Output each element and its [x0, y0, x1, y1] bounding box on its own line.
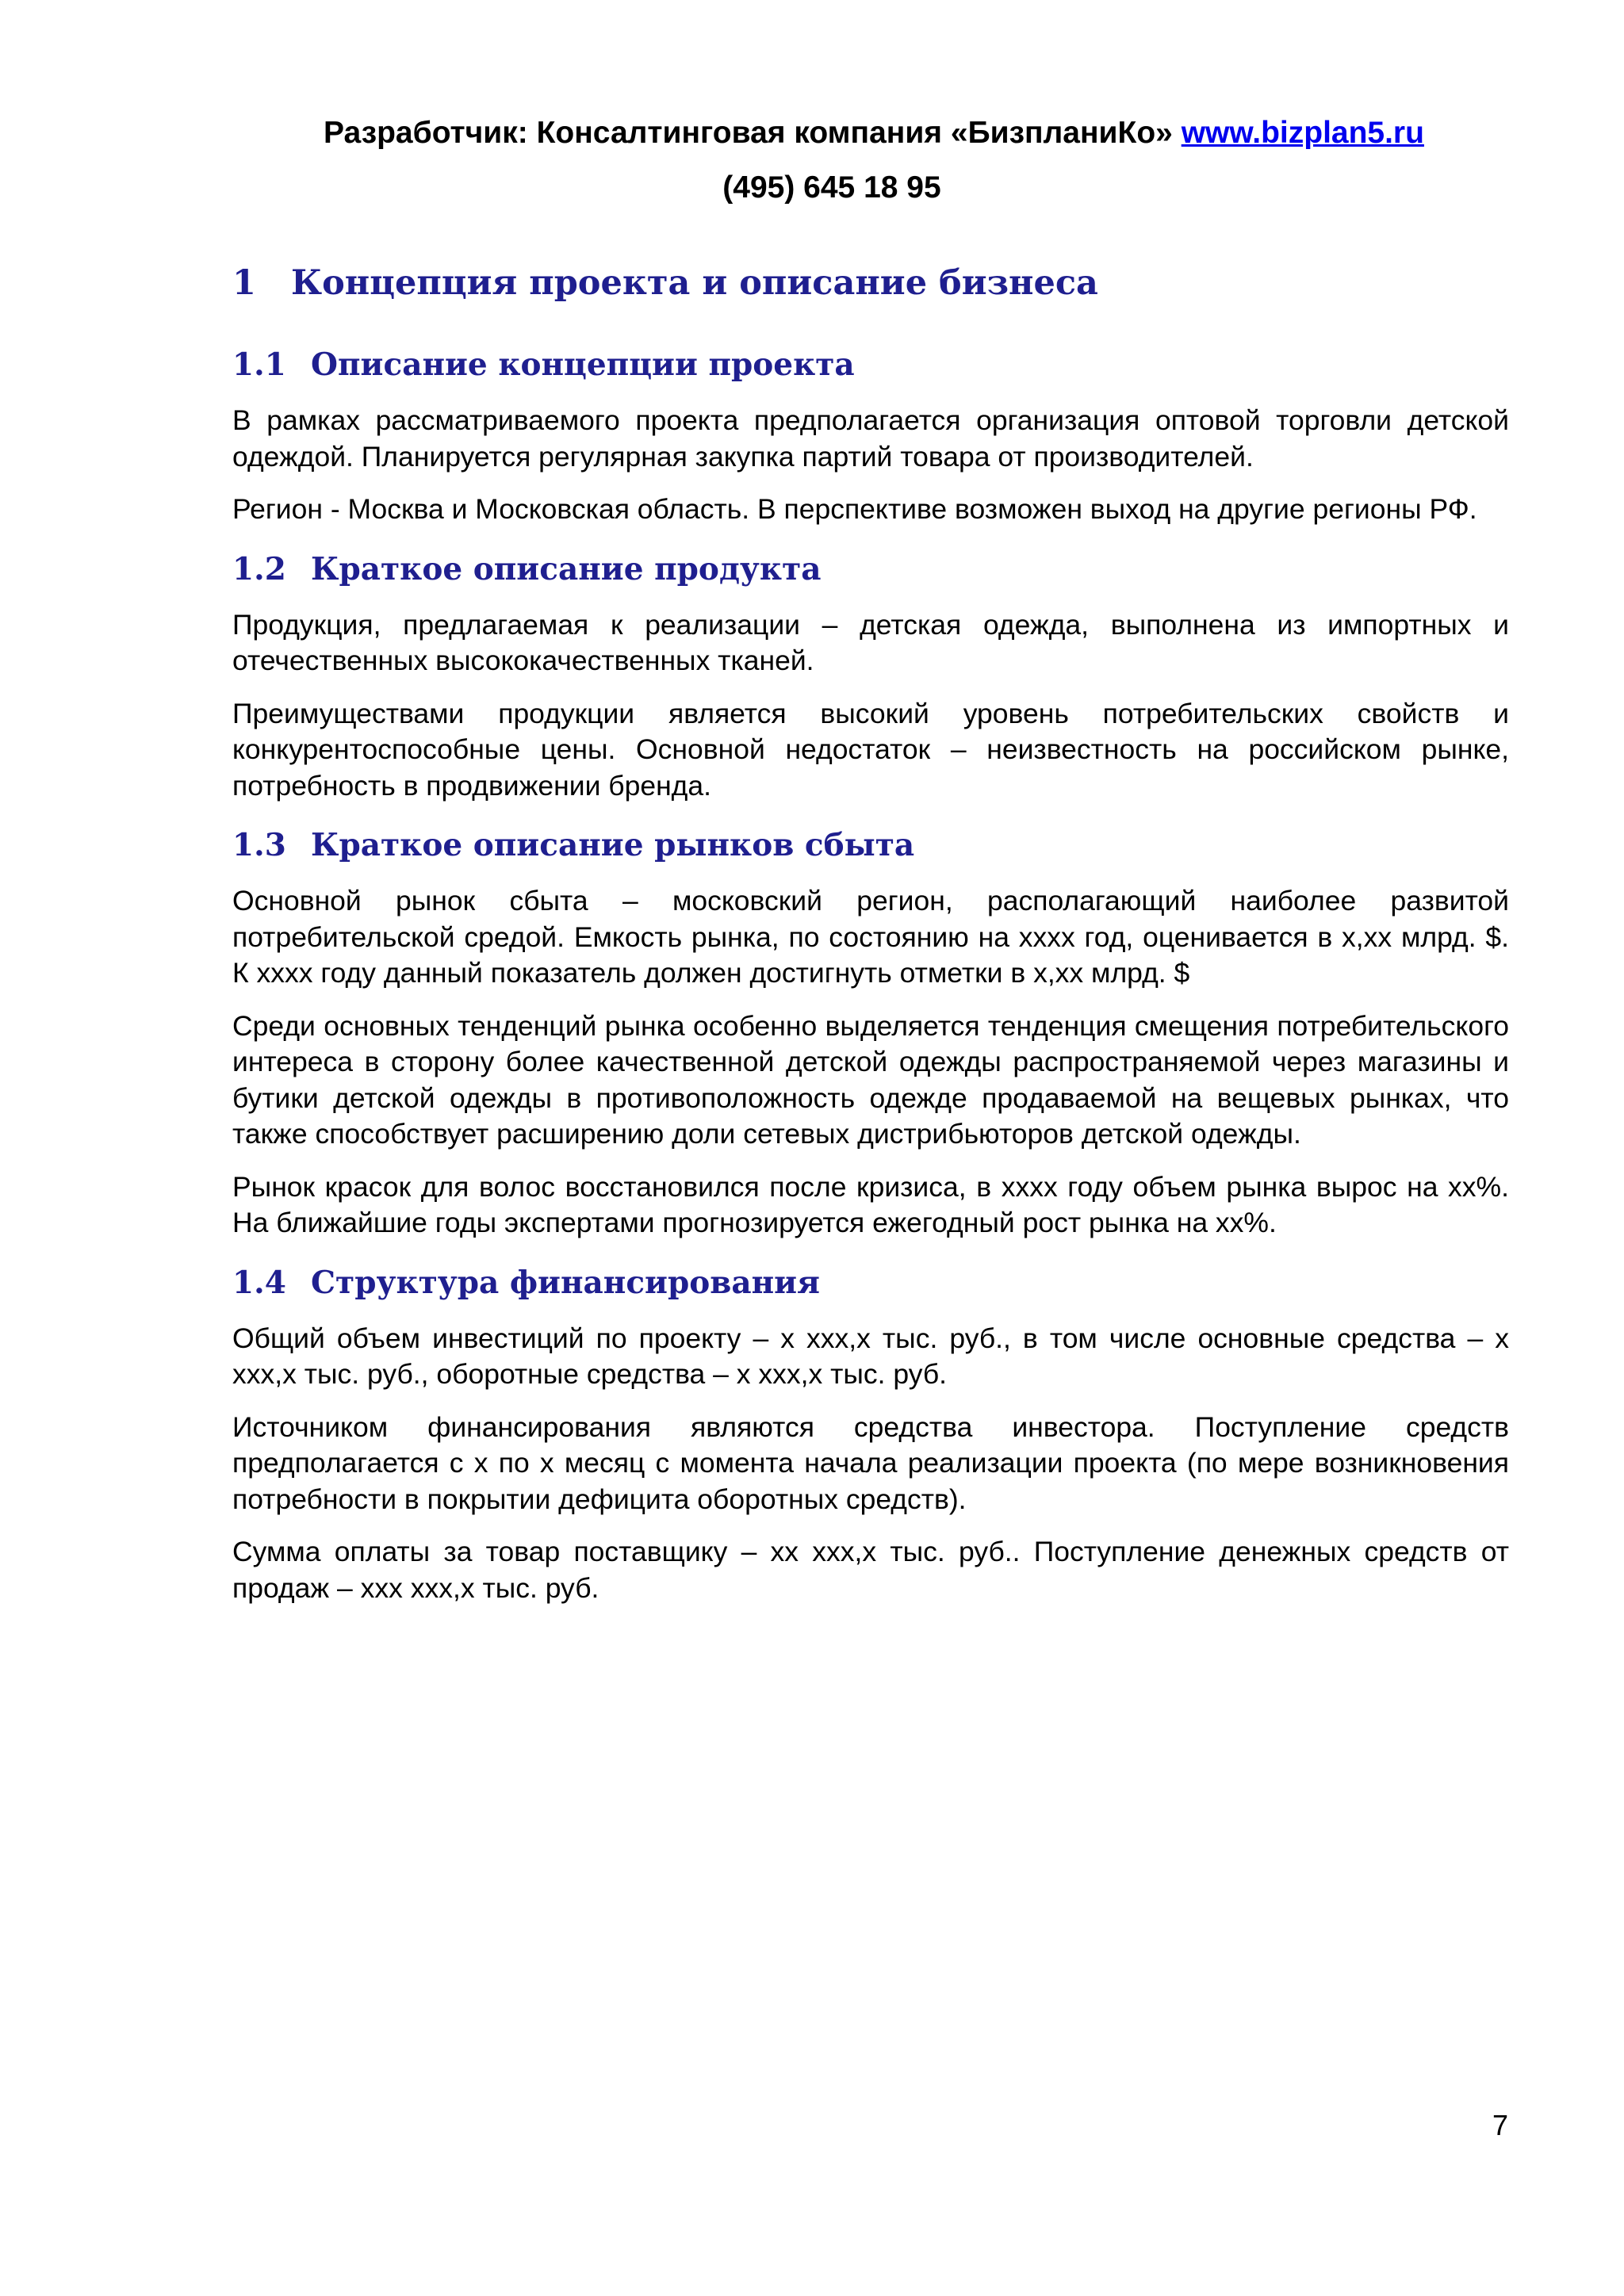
paragraph: Продукция, предлагаемая к реализации – детская одежда, выполнена из импортных и отечественных высококачественных тканей.: [232, 608, 1509, 676]
section-number: 1: [232, 263, 256, 303]
subsection-number: 1.1: [232, 346, 286, 383]
paragraph: Регион - Москва и Московская область. В перспективе возможен выход на другие регионы РФ.: [232, 493, 1477, 525]
subsection-number: 1.3: [232, 827, 286, 863]
paragraph: Основной рынок сбыта – московский регион, располагающий наиболее развитой потребительской средой. Емкость рынка, по состоянию на хххх год, оценивается в х,хх млрд. $. К хххх году данный показатель должен достигнуть отметки в х,хх млрд. $: [232, 885, 1509, 989]
subsection-heading-1-1: [232, 341, 1509, 388]
paragraph: Рынок красок для волос восстановился после кризиса, в хххх году объем рынка вырос на хх%. На ближайшие годы экспертами прогнозируется ежегодный рост рынка на хх%.: [232, 1170, 1509, 1238]
subsection-title: Краткое описание продукта: [311, 550, 822, 587]
paragraph: Общий объем инвестиций по проекту – х ххх,х тыс. руб., в том числе основные средства – х ххх,х тыс. руб., оборотные средства – х ххх,х тыс. руб.: [232, 1322, 1509, 1390]
document-body: [232, 255, 1509, 1623]
page-number: 7: [1492, 2109, 1508, 2141]
subsection-title: Структура финансирования: [311, 1264, 820, 1301]
paragraph: Источником финансирования являются средства инвестора. Поступление средств предполагается с х по х месяц с момента начала реализации проекта (по мере возникновения потребности в покрытии дефицита оборотных средств).: [232, 1410, 1509, 1515]
subsection-heading-1-4: [232, 1259, 1509, 1307]
section-heading: [232, 255, 1509, 311]
subsection-number: 1.4: [232, 1264, 286, 1301]
section-title: Концепция проекта и описание бизнеса: [291, 263, 1098, 303]
website-link[interactable]: www.bizplan5.ru: [1181, 116, 1424, 150]
paragraph: Сумма оплаты за товар поставщику – хх ххх,х тыс. руб.. Поступление денежных средств от продаж – ххх ххх,х тыс. руб.: [232, 1536, 1509, 1604]
subsection-number: 1.2: [232, 550, 286, 587]
subsection-heading-1-2: [232, 545, 1509, 593]
subsection-heading-1-3: [232, 821, 1509, 869]
paragraph: Преимуществами продукции является высокий уровень потребительских свойств и конкурентоспособные цены. Основной недостаток – неизвестность на российском рынке, потребность в продвижении бренда.: [232, 697, 1509, 802]
header-phone: (495) 645 18 95: [722, 170, 941, 205]
subsection-title: Описание концепции проекта: [311, 346, 855, 383]
subsection-title: Краткое описание рынков сбыта: [311, 827, 915, 863]
paragraph: Среди основных тенденций рынка особенно выделяется тенденция смещения потребительского интереса в сторону более качественной детской одежды распространяемой через магазины и бутики детской одежды в противоположность одежде продаваемой на вещевых рынках, что также способствует расширению доли сетевых дистрибьюторов детской одежды.: [232, 1009, 1509, 1150]
paragraph: В рамках рассматриваемого проекта предполагается организация оптовой торговли детской одеждой. Планируется регулярная закупка партий товара от производителей.: [232, 404, 1509, 473]
header-developer-line: [0, 109, 1624, 157]
developer-text: Разработчик: Консалтинговая компания «БизпланиКо»: [324, 116, 1173, 150]
